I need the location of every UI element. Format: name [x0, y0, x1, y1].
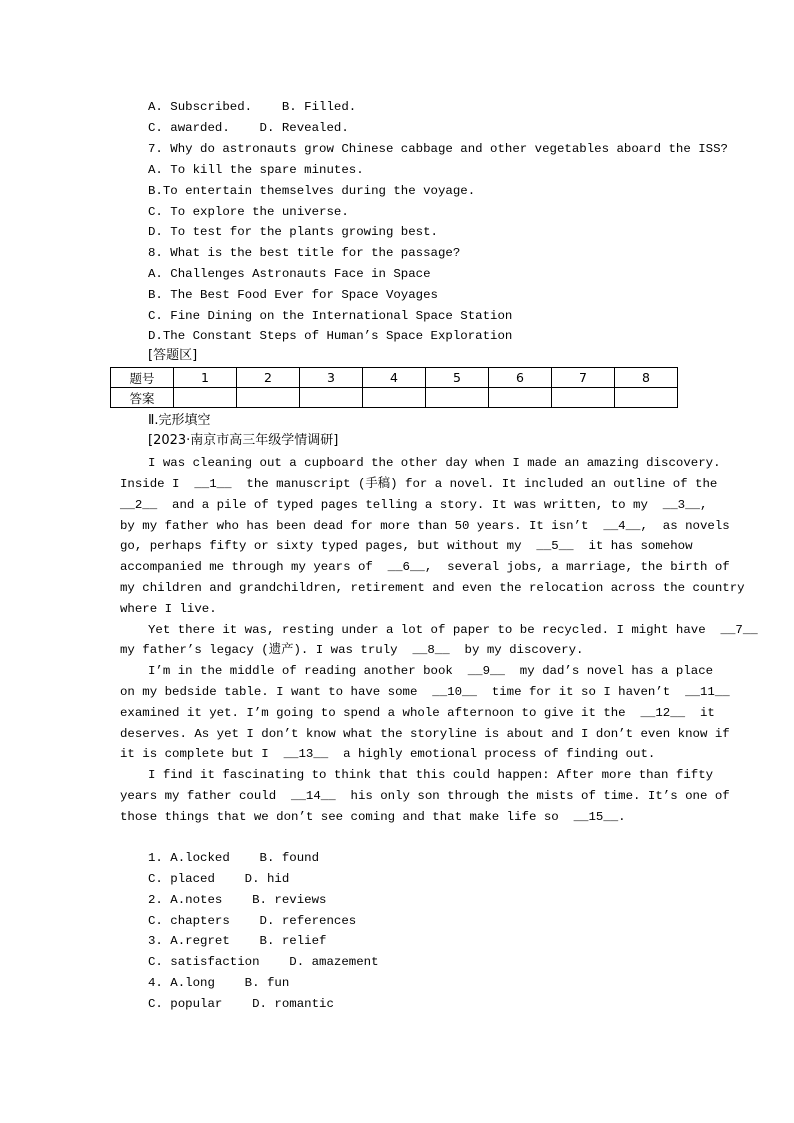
passage-line: Inside I __1__ the manuscript (手稿) for a novel. It included an outline of the — [120, 477, 718, 491]
passage-line: on my bedside table. I want to have some __10__ time for it so I haven’t __11__ — [120, 685, 730, 699]
option-line: C. chapters D. references — [148, 914, 357, 928]
passage-line: I find it fascinating to think that this could happen: After more than fifty — [148, 768, 714, 782]
section-source: [2023·南京市高三年级学情调研] — [148, 433, 339, 448]
q7-option-a: A. To kill the spare minutes. — [148, 163, 364, 177]
passage-line: it is complete but I __13__ a highly emotional process of finding out. — [120, 747, 656, 761]
q8-option-b: B. The Best Food Ever for Space Voyages — [148, 288, 438, 302]
answer-table-number-row — [111, 368, 678, 388]
option-line: C. popular D. romantic — [148, 997, 334, 1011]
q7-question: 7. Why do astronauts grow Chinese cabbage and other vegetables aboard the ISS? — [148, 142, 728, 156]
option-a: A. Subscribed. — [148, 100, 253, 114]
answer-header: 答案 — [111, 388, 174, 408]
passage-line: I was cleaning out a cupboard the other day when I made an amazing discovery. — [148, 456, 721, 470]
answer-cell[interactable] — [489, 388, 552, 408]
section-title: Ⅱ.完形填空 — [148, 413, 211, 428]
answer-cell[interactable] — [174, 388, 237, 408]
option-line: C. placed D. hid — [148, 872, 290, 886]
q8-option-d: D.The Constant Steps of Human’s Space Exploration — [148, 329, 513, 343]
q8-option-c: C. Fine Dining on the International Space Station — [148, 309, 513, 323]
passage-line: examined it yet. I’m going to spend a whole afternoon to give it the __12__ it — [120, 706, 715, 720]
q6-options-ab — [148, 97, 356, 117]
option-line: 1. A.locked B. found — [148, 851, 320, 865]
number-cell: 3 — [300, 368, 363, 388]
number-cell: 5 — [426, 368, 489, 388]
passage-line: __2__ and a pile of typed pages telling a story. It was written, to my __3__, — [120, 498, 708, 512]
answer-area-label: [答题区] — [148, 348, 198, 363]
passage-line: go, perhaps fifty or sixty typed pages, but without my __5__ it has somehow — [120, 539, 693, 553]
answer-table-answer-row — [111, 388, 678, 408]
answer-cell[interactable] — [363, 388, 426, 408]
number-cell: 1 — [174, 368, 237, 388]
q7-option-c: C. To explore the universe. — [148, 205, 349, 219]
passage-line: I’m in the middle of reading another book __9__ my dad’s novel has a place — [148, 664, 714, 678]
option-line: 3. A.regret B. relief — [148, 934, 327, 948]
number-header: 题号 — [111, 368, 174, 388]
passage-line: those things that we don’t see coming and that make life so __15__. — [120, 810, 626, 824]
answer-table — [110, 367, 678, 408]
number-cell: 4 — [363, 368, 426, 388]
answer-cell[interactable] — [615, 388, 678, 408]
passage-line: by my father who has been dead for more than 50 years. It isn’t __4__, as novels — [120, 519, 730, 533]
q7-option-b: B.To entertain themselves during the voyage. — [148, 184, 476, 198]
q8-question: 8. What is the best title for the passage? — [148, 246, 461, 260]
option-line: C. satisfaction D. amazement — [148, 955, 379, 969]
q7-option-d: D. To test for the plants growing best. — [148, 225, 438, 239]
passage-line: my father’s legacy (遗产). I was truly __8__ by my discovery. — [120, 643, 584, 657]
q8-option-a: A. Challenges Astronauts Face in Space — [148, 267, 431, 281]
option-line: 4. A.long B. fun — [148, 976, 290, 990]
answer-cell[interactable] — [552, 388, 615, 408]
passage-line: accompanied me through my years of __6__, several jobs, a marriage, the birth of — [120, 560, 730, 574]
number-cell: 7 — [552, 368, 615, 388]
option-d: D. Revealed. — [259, 121, 349, 135]
passage-line: where I live. — [120, 602, 217, 616]
number-cell: 8 — [615, 368, 678, 388]
answer-cell[interactable] — [300, 388, 363, 408]
answer-cell[interactable] — [237, 388, 300, 408]
number-cell: 6 — [489, 368, 552, 388]
passage-line: my children and grandchildren, retirement and even the relocation across the country — [120, 581, 745, 595]
q6-options-cd — [148, 118, 349, 138]
passage-line: Yet there it was, resting under a lot of paper to be recycled. I might have __7__ — [148, 623, 758, 637]
option-c: C. awarded. — [148, 121, 230, 135]
passage-line: years my father could __14__ his only son through the mists of time. It’s one of — [120, 789, 730, 803]
number-cell: 2 — [237, 368, 300, 388]
passage-line: deserves. As yet I don’t know what the storyline is about and I don’t even know if — [120, 727, 730, 741]
answer-cell[interactable] — [426, 388, 489, 408]
option-b: B. Filled. — [281, 100, 357, 114]
option-line: 2. A.notes B. reviews — [148, 893, 327, 907]
